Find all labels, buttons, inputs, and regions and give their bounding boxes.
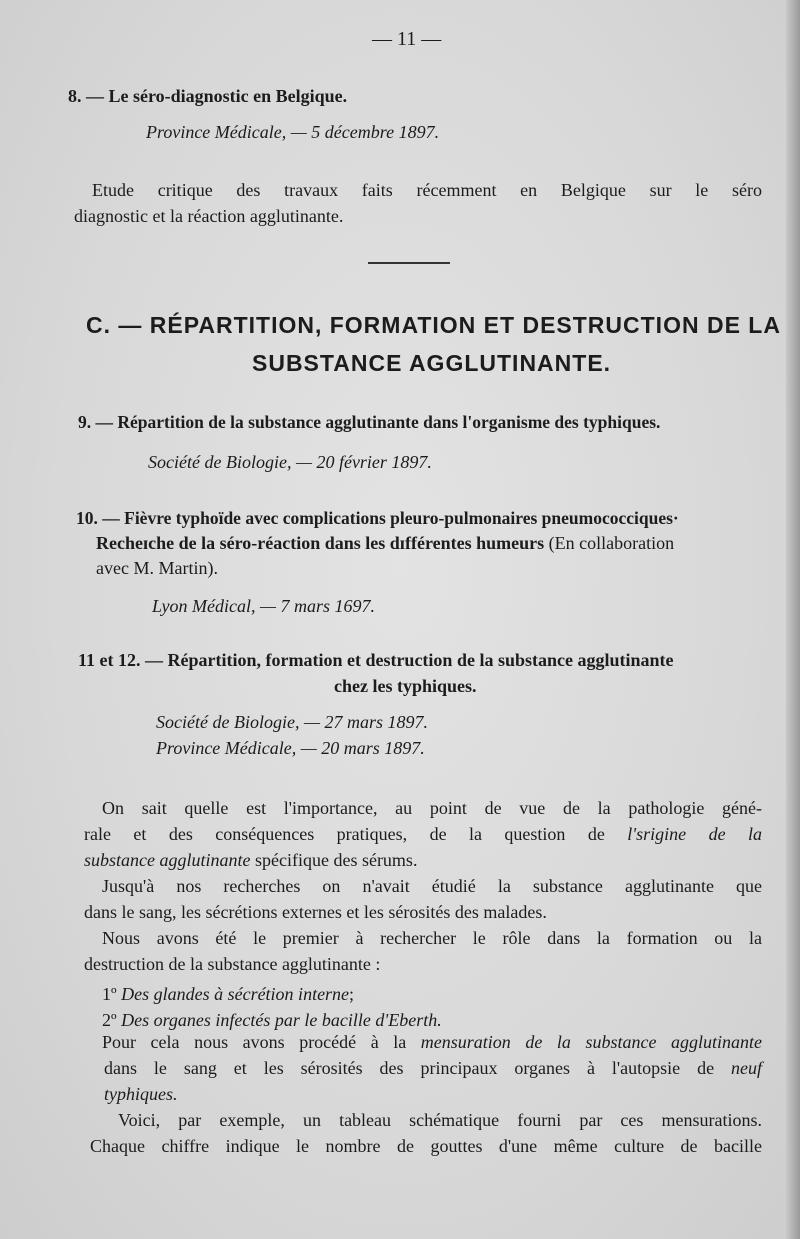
- body-p1-line-1: On sait quelle est l'importance, au point de vue de la pathologie géné-: [102, 798, 762, 818]
- body-p3-line-1: Nous avons été le premier à rechercher le rôle dans la formation ou la: [102, 928, 762, 948]
- body-p1-line-3-b: spécifique des sérums.: [250, 850, 418, 870]
- section-divider: [368, 262, 450, 264]
- item-9-title: 9. — Répartition de la substance agglutinante dans l'organisme des typhiques.: [78, 412, 661, 432]
- body-p2-line-1: Jusqu'à nos recherches on n'avait étudié la substance agglutinante que: [102, 876, 762, 896]
- body-p1-line-3-italic: substance agglutinante: [84, 850, 251, 870]
- body-p4-line-2: [104, 1058, 762, 1079]
- section-c-heading-line-1: C. — RÉPARTITION, FORMATION ET DESTRUCTION DE LA: [86, 312, 781, 338]
- item-11-12-citation-2: Province Médicale, — 20 mars 1897.: [156, 738, 425, 758]
- item-11-12-citation-1: Société de Biologie, — 27 mars 1897.: [156, 712, 428, 732]
- body-p1-line-2-italic: l'srigine de la: [627, 824, 763, 844]
- list-item-1-end: ;: [349, 984, 355, 1004]
- item-10-line-2-bold: Recheɪche de la séro-réaction dans les dɪfférentes humeurs: [96, 533, 545, 553]
- page-number: — 11 —: [372, 28, 442, 50]
- body-p1-line-3: [84, 850, 417, 871]
- item-11-12-line-1-text: 11 et 12. — Répartition, formation et destruction de la substance agglutinante: [78, 650, 674, 670]
- body-p1-line-2: [84, 824, 762, 845]
- body-p4-line-1-italic: mensuration de la substance agglutinante: [420, 1032, 762, 1052]
- item-11-12-title-line-2: chez les typhiques.: [334, 676, 477, 696]
- body-p5-line-2: Chaque chiffre indique le nombre de gouttes d'une même culture de bacille: [90, 1136, 762, 1156]
- item-8-body-line-2: diagnostic et la réaction agglutinante.: [74, 206, 344, 226]
- item-8-citation: Province Médicale, — 5 décembre 1897.: [146, 122, 440, 142]
- body-p5-line-1: Voici, par exemple, un tableau schématique fourni par ces mensurations.: [118, 1110, 762, 1130]
- body-p4-line-2-a: dans le sang et les sérosités des principaux organes à l'autopsie de: [104, 1058, 731, 1078]
- body-p4-line-3: typhiques.: [104, 1084, 178, 1104]
- item-10-title-line-1: [76, 508, 679, 529]
- item-10-line-2-rest: (En collaboration: [544, 533, 675, 553]
- item-10-line-3: avec M. Martin).: [96, 558, 218, 578]
- page-edge-shadow: [786, 0, 800, 1239]
- section-c-heading-line-2: SUBSTANCE AGGLUTINANTE.: [252, 350, 612, 376]
- body-p3-line-2: destruction de la substance agglutinante :: [84, 954, 381, 974]
- body-p2-line-2: dans le sang, les sécrétions externes et les sérosités des malades.: [84, 902, 547, 922]
- body-list-item-2: [102, 1010, 442, 1031]
- list-item-1-text: Des glandes à sécrétion interne: [121, 984, 350, 1004]
- item-9-citation: Société de Biologie, — 20 février 1897.: [148, 452, 432, 472]
- body-list-item-1: [102, 984, 354, 1005]
- body-p4-line-1: [102, 1032, 762, 1053]
- item-10-line-2: [96, 533, 674, 554]
- body-p1-line-2-a: rale et des conséquences pratiques, de la question de: [84, 824, 628, 844]
- body-p4-line-1-a: Pour cela nous avons procédé à la: [102, 1032, 421, 1052]
- item-8-body-line-1: Etude critique des travaux faits récemment en Belgique sur le séro: [92, 180, 762, 200]
- item-10-citation: Lyon Médical, — 7 mars 1697.: [152, 596, 375, 616]
- list-item-1-number: 1º: [102, 984, 122, 1004]
- item-8-title: 8. — Le séro-diagnostic en Belgique.: [68, 86, 348, 106]
- item-11-12-title-line-1: [78, 650, 673, 671]
- list-item-2-number: 2º: [102, 1010, 122, 1030]
- list-item-2-text: Des organes infectés par le bacille d'Eberth.: [121, 1010, 442, 1030]
- item-10-line-1-text: 10. — Fièvre typhoïde avec complications pleuro-pulmonaires pneumococciques·: [76, 508, 679, 528]
- body-p4-line-2-italic: neuf: [731, 1058, 762, 1078]
